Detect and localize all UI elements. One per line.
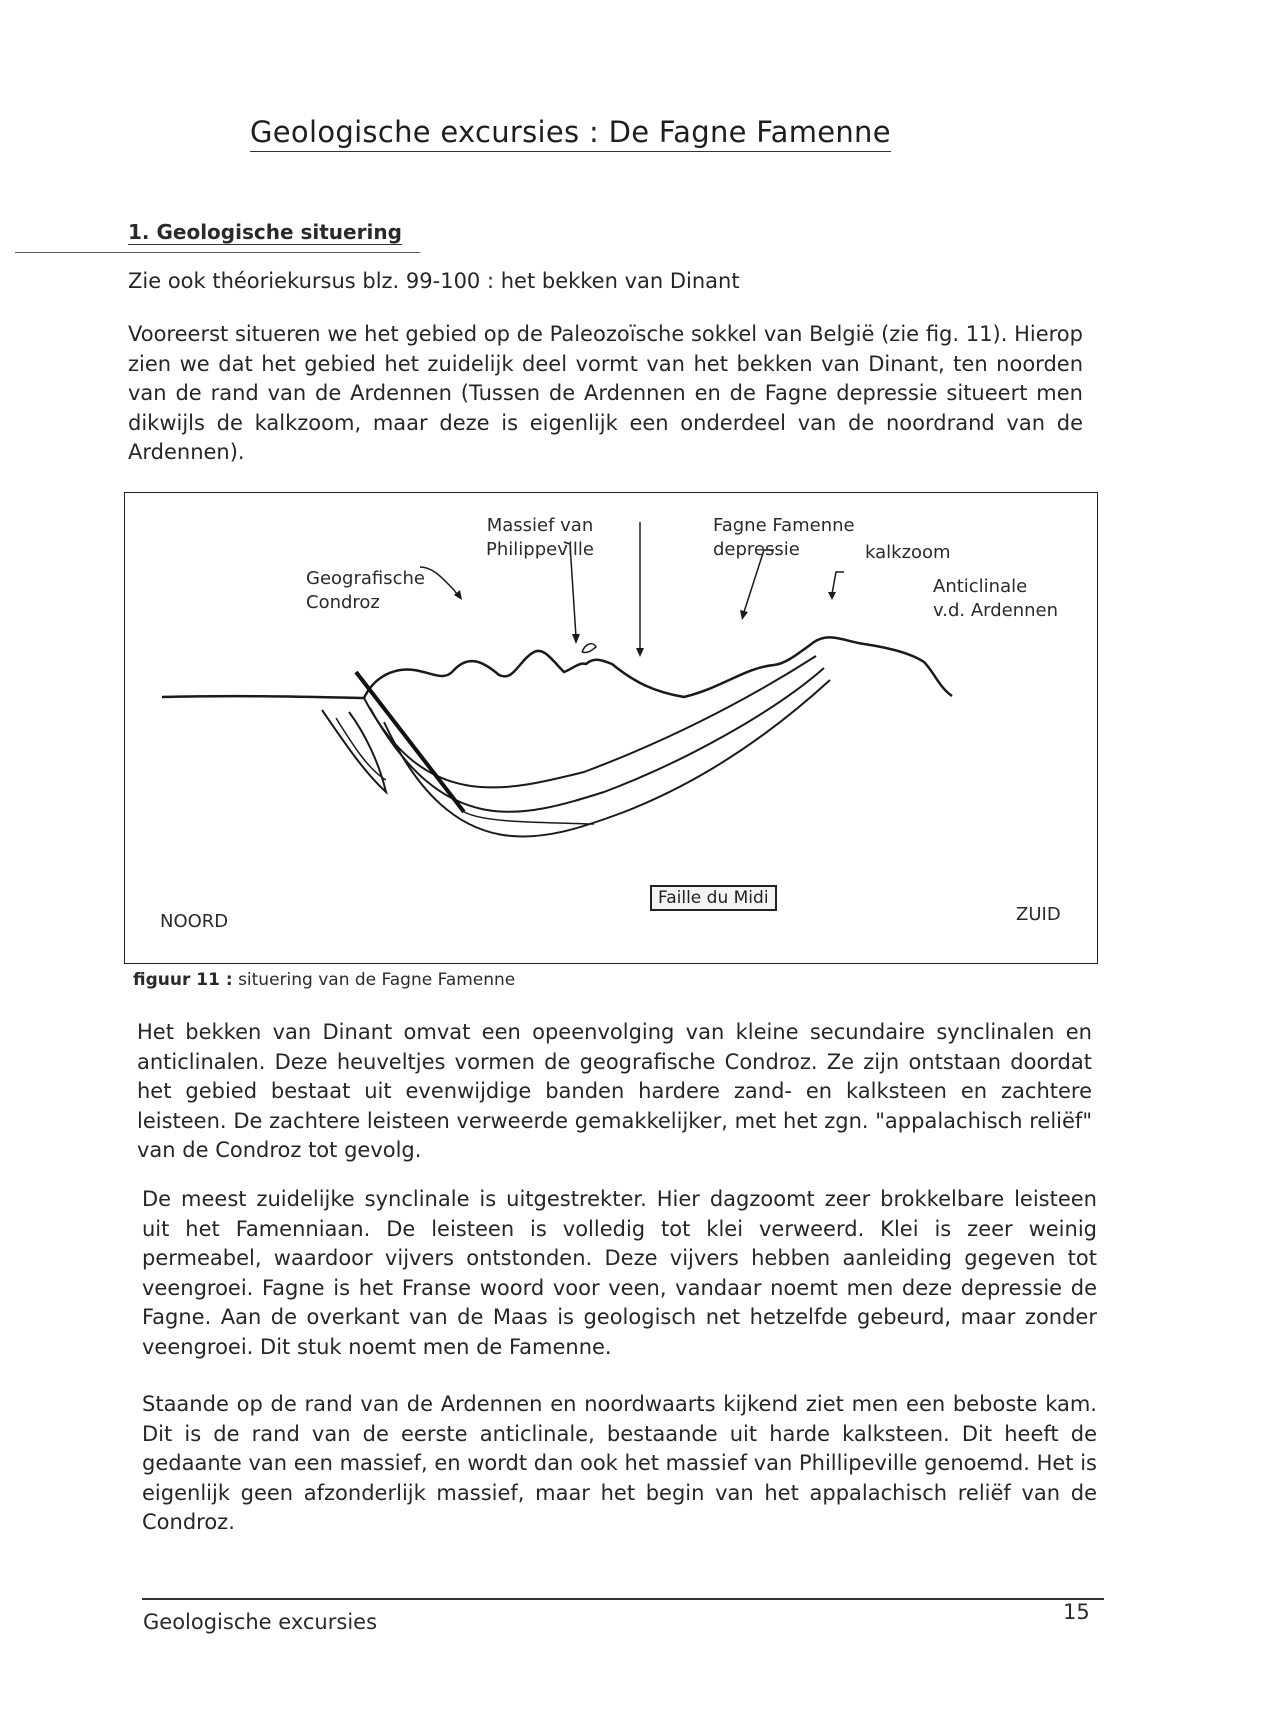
caption-label: figuur 11 : bbox=[133, 970, 233, 990]
label-geografische-condroz: Geografische Condroz bbox=[306, 568, 425, 613]
paragraph-intro: Vooreerst situeren we het gebied op de Paleozoïsche sokkel van België (zie fig. 11). Hierop zien we dat het gebied het zuidelijk deel vormt van het bekken van Dinant, ten noorden van de rand van de Ardennen (Tussen de Ardennen en de Fagne depressie situeert men dikwijls de kalkzoom, maar deze is eigenlijk een onderdeel van de noordrand van de Ardennen). bbox=[128, 322, 1083, 464]
paragraph-synclinale: De meest zuidelijke synclinale is uitgestrekter. Hier dagzoomt zeer brokkelbare leisteen uit het Famenniaan. De leisteen is volledig tot klei verweerd. Klei is zeer weinig permeabel, waardoor vijvers ontstonden. Deze vijvers hebben aanleiding gegeven tot veengroei. Fagne is het Franse woord voor veen, vandaar noemt men deze depressie de Fagne. Aan de overkant van de Maas is geologisch net hetzelfde gebeurd, maar zonder veengroei. Dit stuk noemt men de Famenne. bbox=[142, 1187, 1097, 1359]
label-faille-du-midi: Faille du Midi bbox=[650, 885, 777, 911]
massief-symbol bbox=[582, 644, 596, 653]
land-surface bbox=[162, 637, 952, 698]
footer-rule bbox=[142, 1598, 1104, 1600]
figure-caption bbox=[133, 970, 515, 990]
label-massief: Massief van Philippeville bbox=[486, 515, 594, 560]
cross-section-diagram bbox=[124, 492, 1098, 964]
fault-leader bbox=[464, 812, 594, 824]
arrow-condroz bbox=[420, 567, 459, 597]
arrow-anticlinale bbox=[832, 572, 844, 594]
section-heading: 1. Geologische situering bbox=[128, 220, 402, 244]
stratum-lower bbox=[384, 680, 830, 836]
caption-text: situering van de Fagne Famenne bbox=[238, 970, 516, 990]
fault-line bbox=[356, 672, 464, 812]
paragraph-massief: Staande op de rand van de Ardennen en noordwaarts kijkend ziet men een beboste kam. Dit is de rand van de eerste anticlinale, bestaande uit harde kalksteen. Dit heeft de gedaante van een massief, en wordt dan ook het massief van Phillipeville genoemd. Het is eigenlijk geen afzonderlijk massief, maar het begin van het appalachisch reliëf van de Condroz. bbox=[142, 1392, 1097, 1534]
fold-north bbox=[322, 710, 386, 792]
heading-rule bbox=[15, 252, 420, 253]
paragraph-bekken: Het bekken van Dinant omvat een opeenvolging van kleine secundaire synclinalen en anticlinalen. Deze heuveltjes vormen de geografische Condroz. Ze zijn ontstaan doordat het gebied bestaat uit evenwijdige banden hardere zand- en kalksteen en zachtere leisteen. De zachtere leisteen verweerde gemakkelijker, met het zgn. "appalachisch reliëf" van de Condroz tot gevolg. bbox=[137, 1020, 1092, 1162]
label-kalkzoom: kalkzoom bbox=[865, 542, 951, 563]
label-noord: NOORD bbox=[160, 911, 229, 932]
paragraph-reference: Zie ook théoriekursus blz. 99-100 : het bekken van Dinant bbox=[128, 269, 740, 293]
page-title: Geologische excursies : De Fagne Famenne bbox=[250, 115, 891, 152]
footer-title: Geologische excursies bbox=[143, 1610, 378, 1634]
label-anticlinale: Anticlinale v.d. Ardennen bbox=[933, 576, 1059, 621]
label-zuid: ZUID bbox=[1016, 904, 1061, 925]
label-fagne-famenne: Fagne Famenne depressie bbox=[713, 515, 855, 560]
page-number: 15 bbox=[1063, 1600, 1090, 1624]
